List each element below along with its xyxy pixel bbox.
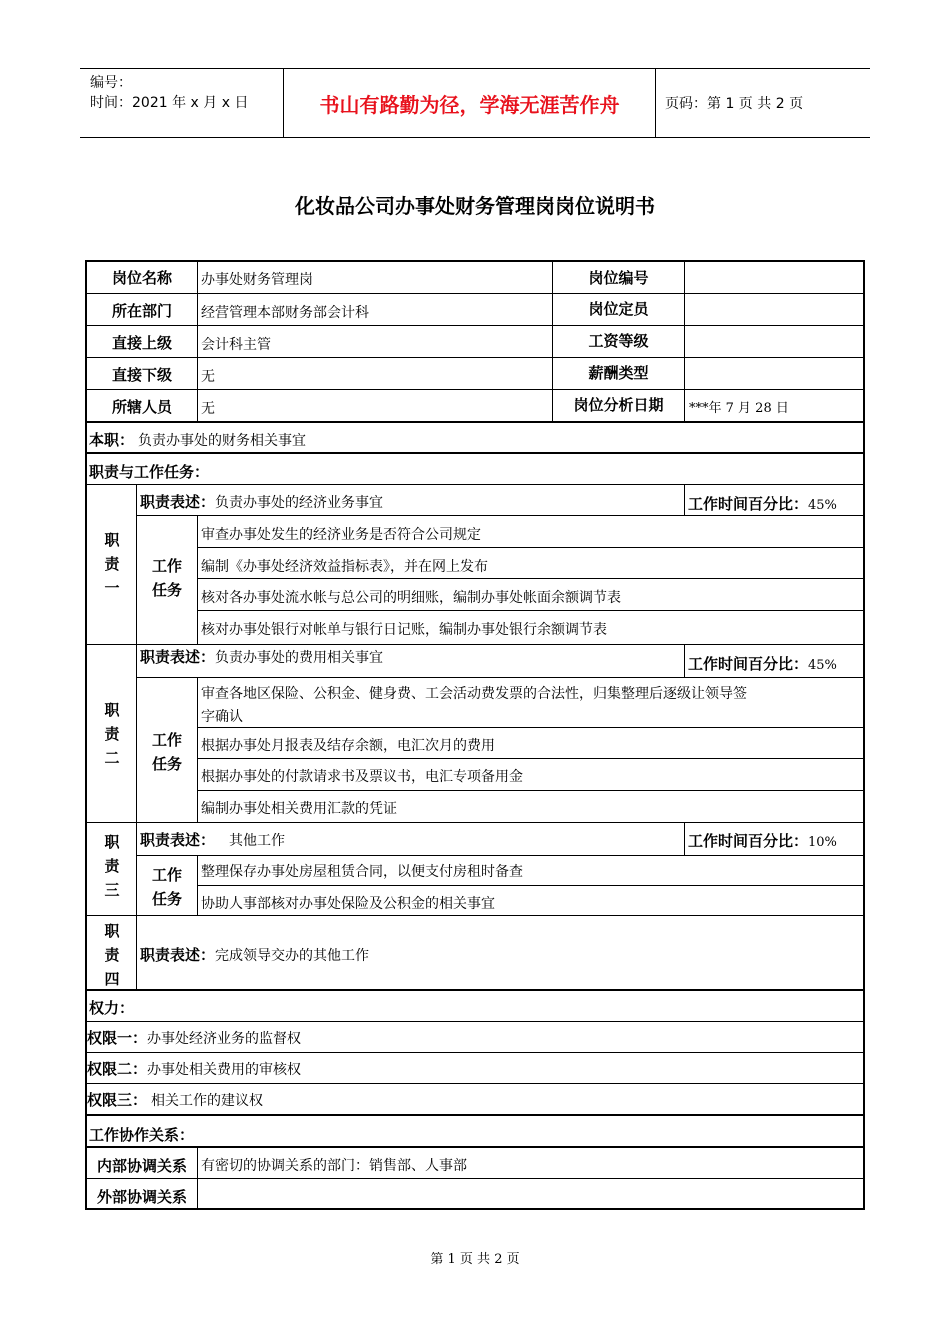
grid-line (87, 989, 863, 991)
field-value: 经营管理本部财务部会计科 (201, 305, 369, 321)
duty-1-percent: 工作时间百分比：45% (688, 495, 837, 513)
task-item: 核对办事处银行对帐单与银行日记账，编制办事处银行余额调节表 (201, 622, 607, 638)
main-duty-label: 本职： (89, 431, 135, 449)
grid-line (87, 822, 863, 823)
field-label: 直接下级 (111, 366, 172, 384)
task-item: 审查各地区保险、公积金、健身费、工会活动费发票的合法性，归集整理后逐级让领导签 (201, 686, 747, 702)
grid-line (684, 262, 685, 422)
task-item: 整理保存办事处房屋租赁合同，以便支付房租时备查 (201, 864, 523, 880)
grid-line (87, 1114, 863, 1116)
main-duty-text: 负责办事处的财务相关事宜 (138, 433, 307, 449)
document-title: 化妆品公司办事处财务管理岗岗位说明书 (295, 194, 655, 218)
task-item: 编制《办事处经济效益指标表》，并在网上发布 (201, 559, 488, 575)
grid-line (87, 1178, 863, 1179)
grid-line (197, 578, 863, 579)
authority-item: 权限二：办事处相关费用的审核权 (87, 1060, 302, 1078)
authority-item: 权限一：办事处经济业务的监督权 (87, 1029, 302, 1047)
grid-line (136, 515, 863, 516)
grid-line (87, 357, 863, 358)
task-item: 核对各办事处流水帐与总公司的明细账，编制办事处帐面余额调节表 (201, 590, 621, 606)
job-description-form (85, 260, 865, 1210)
field-value: 无 (201, 369, 215, 385)
header-motto: 书山有路勤为径，学海无涯苦作舟 (319, 92, 620, 117)
grid-line (197, 790, 863, 791)
duty-2-task-label: 工作 任务 (151, 731, 182, 773)
grid-line (197, 727, 863, 728)
grid-line (87, 452, 863, 454)
field-label: 岗位分析日期 (573, 396, 664, 414)
field-label: 工资等级 (588, 332, 649, 350)
cooperation-heading: 工作协作关系： (89, 1126, 195, 1144)
task-item: 编制办事处相关费用汇款的凭证 (201, 801, 397, 817)
duty-3-percent: 工作时间百分比：10% (688, 832, 837, 850)
grid-line (197, 677, 198, 822)
field-label: 所在部门 (111, 302, 172, 320)
field-value: ***年 7 月 28 日 (689, 401, 789, 416)
task-item: 根据办事处的付款请求书及票议书，电汇专项备用金 (201, 769, 523, 785)
grid-line (87, 1052, 863, 1053)
authority-item: 权限三： 相关工作的建议权 (87, 1091, 264, 1109)
duty-1-task-label: 工作 任务 (151, 557, 182, 599)
task-item: 字确认 (201, 709, 243, 725)
field-value: 办事处财务管理岗 (201, 272, 313, 288)
grid-line (197, 885, 863, 886)
grid-line (136, 855, 863, 856)
header-meta (90, 73, 248, 113)
grid-line (87, 915, 863, 916)
task-item: 协助人事部核对办事处保险及公积金的相关事宜 (201, 896, 495, 912)
grid-line (684, 644, 685, 677)
grid-line (684, 822, 685, 855)
grid-line (87, 325, 863, 326)
duty-1-name: 职 责 一 (104, 531, 120, 597)
duty-4-desc: 职责表述：完成领导交办的其他工作 (140, 946, 370, 964)
field-value: 无 (201, 401, 215, 417)
grid-line (87, 293, 863, 294)
grid-line (197, 262, 198, 422)
header-divider (655, 69, 656, 137)
internal-coordination-label: 内部协调关系 (96, 1157, 187, 1175)
internal-coordination-text: 有密切的协调关系的部门：销售部、人事部 (201, 1158, 467, 1174)
doc-time-label: 时间：2021 年 x 月 x 日 (90, 95, 249, 111)
field-label: 岗位名称 (111, 269, 172, 287)
grid-line (197, 515, 198, 644)
grid-line (87, 484, 863, 485)
grid-line (87, 1146, 863, 1148)
field-label: 岗位编号 (588, 269, 649, 287)
duty-3-desc: 职责表述： 其他工作 (140, 831, 286, 849)
field-label: 薪酬类型 (588, 364, 649, 382)
duty-4-name: 职 责 四 (104, 922, 120, 988)
header-page-info: 页码：第 1 页 共 2 页 (665, 96, 804, 112)
task-item: 审查办事处发生的经济业务是否符合公司规定 (201, 527, 481, 543)
grid-line (87, 1083, 863, 1084)
duty-3-name: 职 责 三 (104, 833, 120, 899)
field-label: 所辖人员 (111, 398, 172, 416)
duty-2-desc: 职责表述：负责办事处的费用相关事宜 (140, 648, 384, 666)
grid-line (87, 644, 863, 645)
authority-heading: 权力： (89, 999, 135, 1017)
grid-line (197, 547, 863, 548)
grid-line (197, 758, 863, 759)
duty-1-desc: 职责表述：负责办事处的经济业务事宜 (140, 493, 384, 511)
page-header (80, 68, 870, 138)
grid-line (684, 484, 685, 515)
duty-3-task-label: 工作 任务 (151, 866, 182, 908)
field-label: 岗位定员 (588, 300, 649, 318)
doc-number-label: 编号： (90, 75, 132, 91)
duty-2-percent: 工作时间百分比：45% (688, 655, 837, 673)
field-value: 会计科主管 (201, 337, 271, 353)
external-coordination-label: 外部协调关系 (96, 1188, 187, 1206)
duty-2-name: 职 责 二 (104, 701, 120, 767)
grid-line (87, 1021, 863, 1022)
grid-line (197, 610, 863, 611)
duties-heading: 职责与工作任务： (89, 463, 210, 481)
page-footer: 第 1 页 共 2 页 (430, 1252, 520, 1267)
grid-line (87, 421, 863, 423)
grid-line (87, 389, 863, 390)
task-item: 根据办事处月报表及结存余额，电汇次月的费用 (201, 738, 495, 754)
field-label: 直接上级 (111, 334, 172, 352)
main-duty-row (89, 431, 306, 450)
grid-line (136, 677, 863, 678)
